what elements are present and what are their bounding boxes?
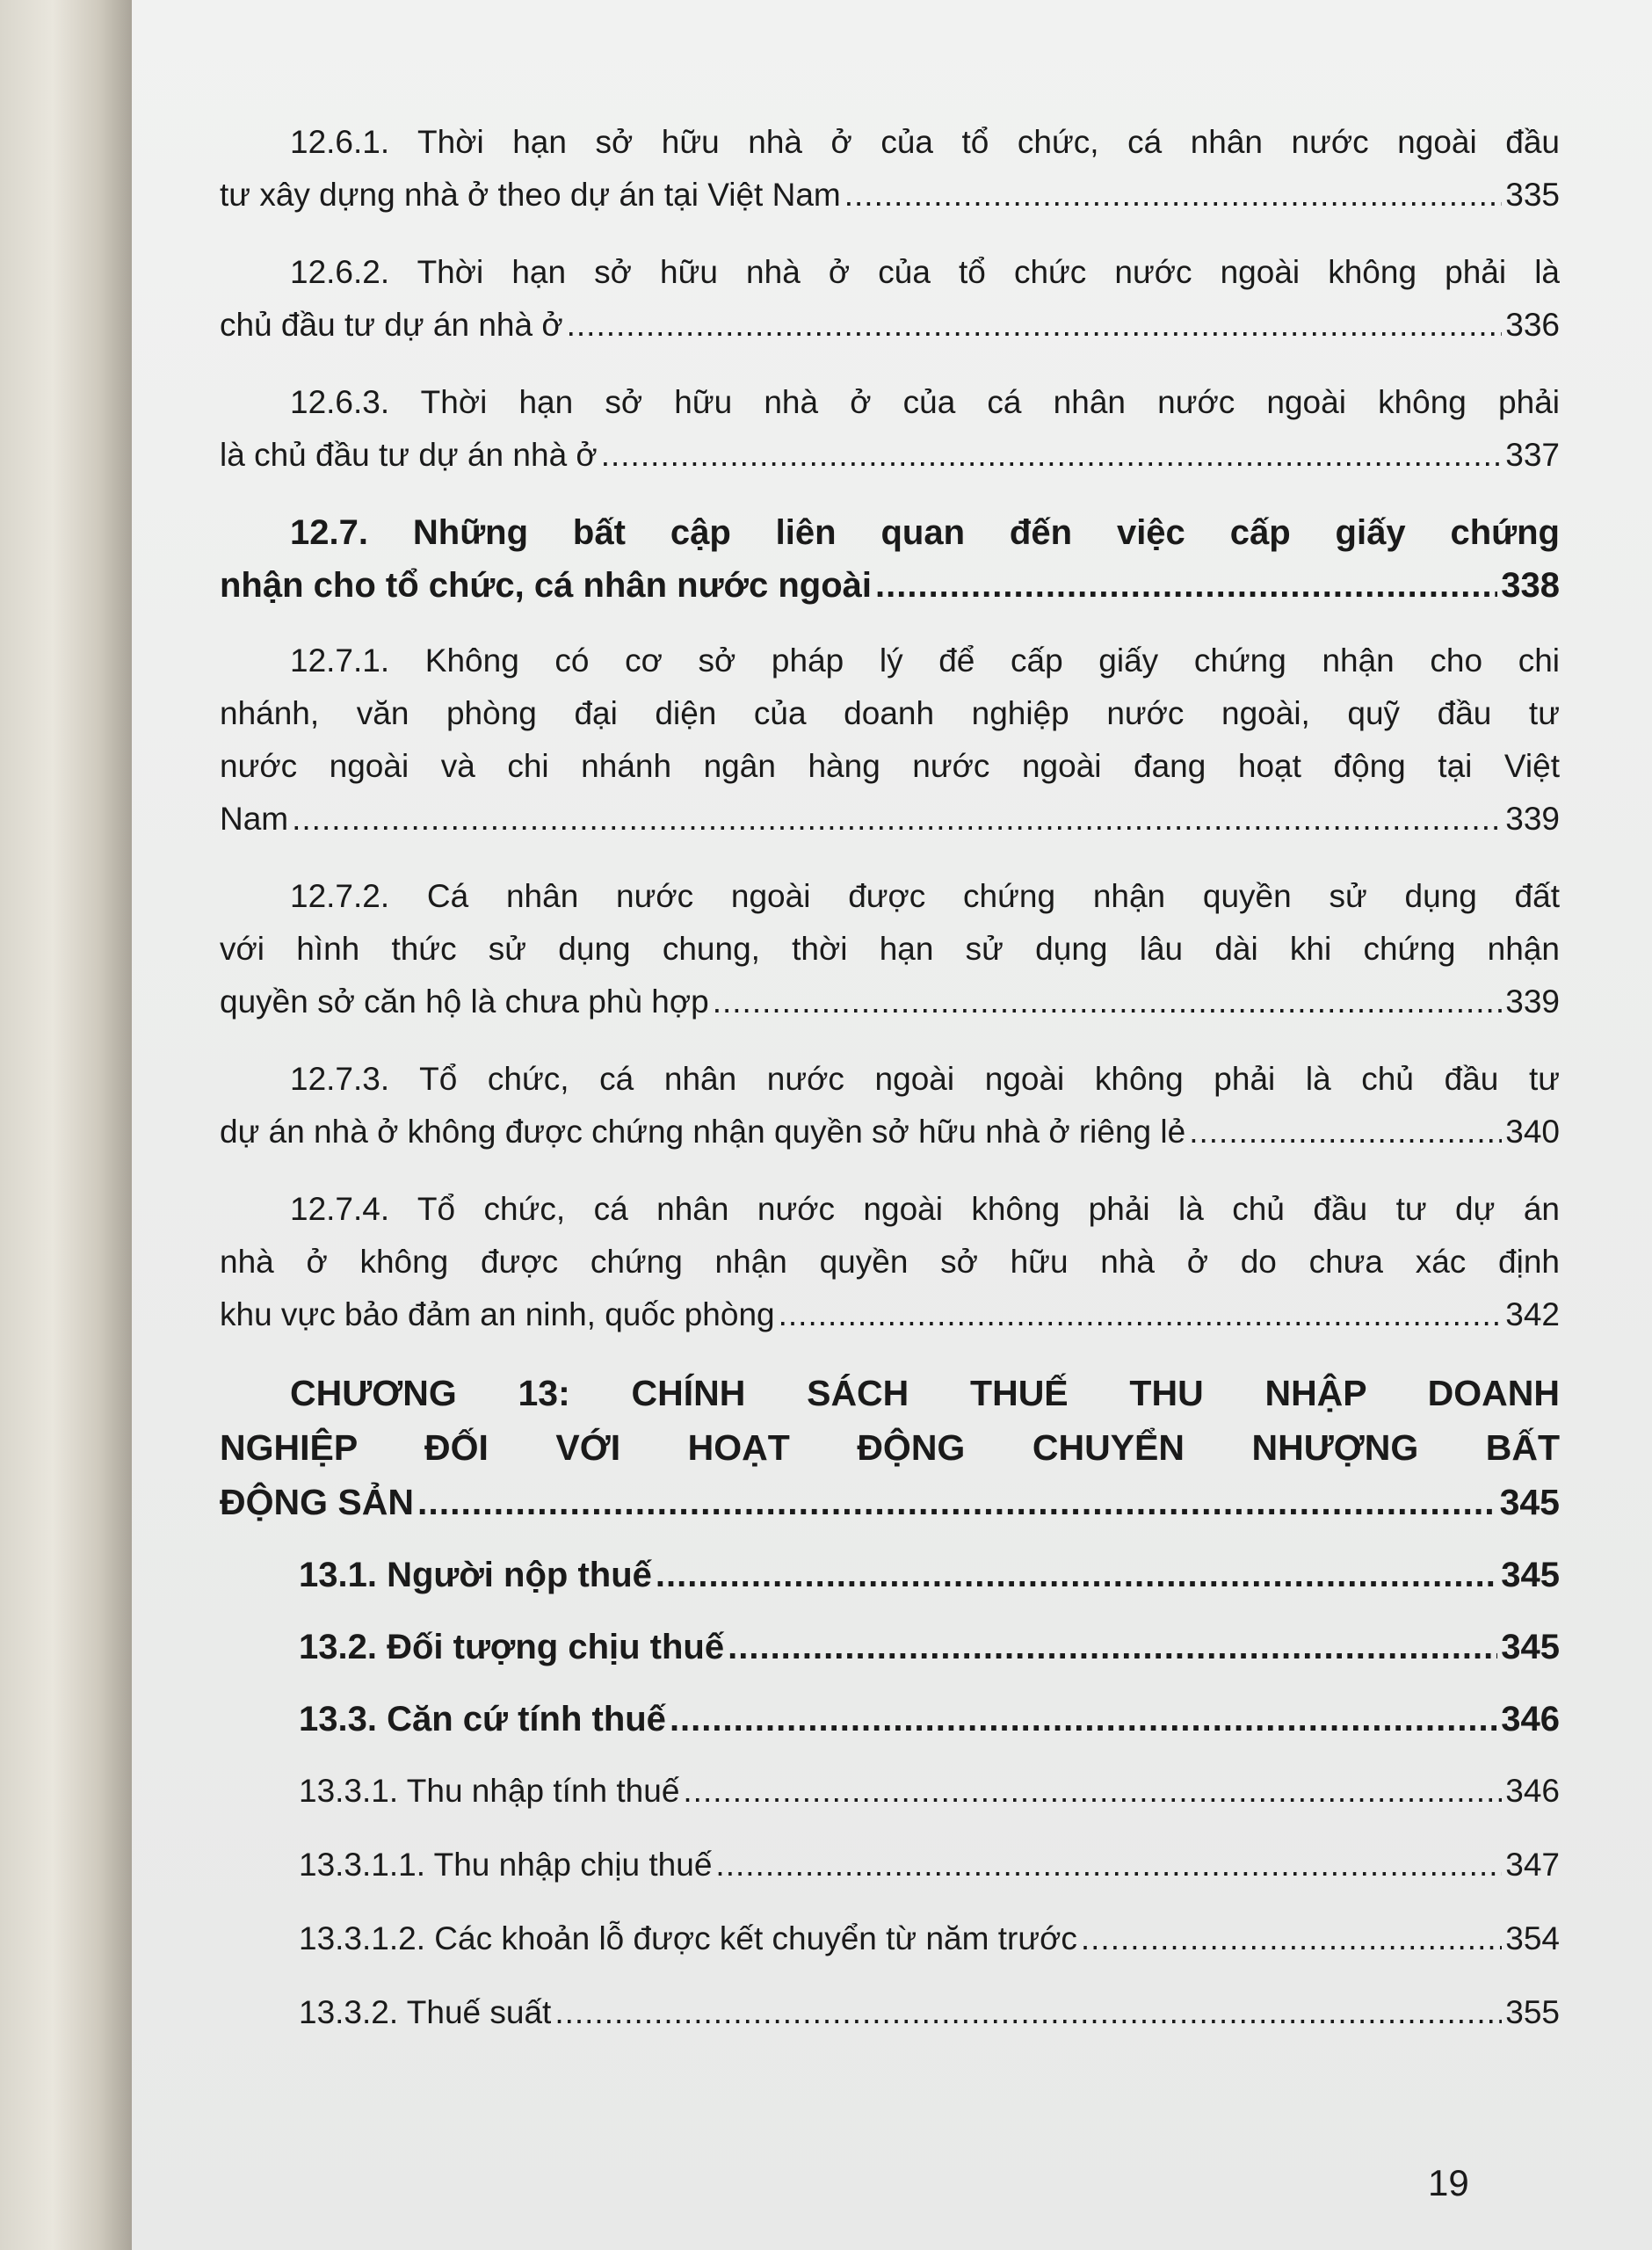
toc-page-number: 335 — [1505, 177, 1560, 213]
toc-entry — [220, 1549, 1560, 1601]
toc-entry — [220, 1053, 1560, 1158]
dot-leader — [601, 429, 1503, 482]
toc-entry-text-line: 12.6.1. Thời hạn sở hữu nhà ở của tổ chức, cá nhân nước ngoài đầu — [290, 124, 1560, 160]
toc-entry-title: 13.3. Căn cứ tính thuế — [299, 1700, 666, 1738]
toc-entry-last-line — [220, 1106, 1560, 1158]
toc-entry-last-line — [220, 1475, 1560, 1529]
toc-entry — [220, 116, 1560, 221]
toc-page-number: 342 — [1505, 1296, 1560, 1332]
toc-page-number: 339 — [1505, 983, 1560, 1020]
toc-entry — [220, 376, 1560, 482]
toc-entry-text-line: nhà ở không được chứng nhận quyền sở hữu nhà ở do chưa xác định — [220, 1244, 1560, 1280]
toc-page-number: 340 — [1505, 1114, 1560, 1150]
toc-entry-text-line: 12.7. Những bất cập liên quan đến việc cấp giấy chứng — [290, 513, 1560, 552]
dot-leader — [728, 1621, 1497, 1673]
toc-entry-text-line: 12.7.2. Cá nhân nước ngoài được chứng nhận quyền sử dụng đất — [290, 878, 1560, 914]
dot-leader — [417, 1475, 1496, 1529]
toc-page-number: 338 — [1501, 566, 1560, 605]
toc-entry-last-line — [220, 429, 1560, 482]
toc-entry-title: quyền sở căn hộ là chưa phù hợp — [220, 983, 709, 1020]
toc-entry-text-line: 12.7.4. Tổ chức, cá nhân nước ngoài không phải là chủ đầu tư dự án — [290, 1191, 1560, 1227]
toc-entry-text-line: 12.7.1. Không có cơ sở pháp lý để cấp giấy chứng nhận cho chi — [290, 642, 1560, 679]
toc-entry — [220, 1183, 1560, 1341]
toc-entry-last-line — [299, 1912, 1560, 1965]
toc-entry-last-line — [220, 976, 1560, 1028]
toc-entry-last-line — [299, 1693, 1560, 1746]
toc-entry-text-line: CHƯƠNG 13: CHÍNH SÁCH THUẾ THU NHẬP DOANH — [290, 1373, 1560, 1413]
dot-leader — [844, 169, 1503, 221]
toc-entry-text-line: 12.6.2. Thời hạn sở hữu nhà ở của tổ chức nước ngoài không phải là — [290, 254, 1560, 290]
toc-entry-last-line — [220, 559, 1560, 612]
dot-leader — [656, 1549, 1497, 1601]
toc-entry-last-line — [299, 1986, 1560, 2039]
toc-page-number: 355 — [1505, 1994, 1560, 2030]
toc-entry — [220, 635, 1560, 846]
toc-entry-title: Nam — [220, 801, 289, 837]
dot-leader — [554, 1986, 1502, 2039]
toc-page-number: 346 — [1501, 1700, 1560, 1738]
toc-entry-title: 13.3.1.2. Các khoản lỗ được kết chuyển từ năm trước — [299, 1920, 1077, 1956]
toc-entry-last-line — [220, 169, 1560, 221]
toc-entry — [220, 1912, 1560, 1965]
toc-entry — [220, 246, 1560, 352]
toc-entry-title: là chủ đầu tư dự án nhà ở — [220, 437, 598, 473]
toc-page-number: 345 — [1499, 1482, 1560, 1522]
toc-entry — [220, 1621, 1560, 1673]
toc-entry-title: ĐỘNG SẢN — [220, 1482, 414, 1522]
toc-entry-title: 13.2. Đối tượng chịu thuế — [299, 1628, 725, 1666]
toc-entry-title: dự án nhà ở không được chứng nhận quyền sở hữu nhà ở riêng lẻ — [220, 1114, 1186, 1150]
toc-entry — [220, 1693, 1560, 1746]
book-spine — [0, 0, 132, 2250]
dot-leader — [670, 1693, 1497, 1746]
toc-page-number: 345 — [1501, 1628, 1560, 1666]
toc-entry — [220, 506, 1560, 612]
toc-page-number: 346 — [1505, 1773, 1560, 1809]
toc-entry-last-line — [220, 1288, 1560, 1341]
toc-entry — [220, 870, 1560, 1028]
toc-page-number: 347 — [1505, 1847, 1560, 1883]
toc-entry-title: khu vực bảo đảm an ninh, quốc phòng — [220, 1296, 775, 1332]
toc-page-number: 336 — [1505, 307, 1560, 343]
toc-entry-text-line: nhánh, văn phòng đại diện của doanh nghiệp nước ngoài, quỹ đầu tư — [220, 695, 1560, 731]
toc-entry-text-line: nước ngoài và chi nhánh ngân hàng nước ngoài đang hoạt động tại Việt — [220, 748, 1560, 784]
toc-entry-text-line: 12.7.3. Tổ chức, cá nhân nước ngoài ngoài không phải là chủ đầu tư — [290, 1061, 1560, 1097]
dot-leader — [779, 1288, 1503, 1341]
toc-entry-text-line: NGHIỆP ĐỐI VỚI HOẠT ĐỘNG CHUYỂN NHƯỢNG BẤT — [220, 1427, 1560, 1468]
toc-entry — [220, 1765, 1560, 1818]
toc-entry-last-line — [220, 299, 1560, 352]
toc-entry — [220, 1986, 1560, 2039]
dot-leader — [292, 793, 1502, 846]
toc-entry-last-line — [299, 1839, 1560, 1891]
toc-page-number: 354 — [1505, 1920, 1560, 1956]
toc-entry-last-line — [299, 1549, 1560, 1601]
toc-entry — [220, 1839, 1560, 1891]
dot-leader — [1189, 1106, 1502, 1158]
toc-page-number: 337 — [1505, 437, 1560, 473]
toc-page-number: 345 — [1501, 1556, 1560, 1594]
toc-page-number: 339 — [1505, 801, 1560, 837]
toc-entry-text-line: 12.6.3. Thời hạn sở hữu nhà ở của cá nhân nước ngoài không phải — [290, 384, 1560, 420]
dot-leader — [713, 976, 1503, 1028]
toc-entry-title: 13.3.1. Thu nhập tính thuế — [299, 1773, 680, 1809]
table-of-contents — [220, 116, 1560, 2060]
toc-entry-text-line: với hình thức sử dụng chung, thời hạn sử dụng lâu dài khi chứng nhận — [220, 931, 1560, 967]
toc-entry-last-line — [220, 793, 1560, 846]
toc-entry-title: chủ đầu tư dự án nhà ở — [220, 307, 563, 343]
dot-leader — [875, 559, 1497, 612]
toc-entry-last-line — [299, 1765, 1560, 1818]
toc-entry-title: tư xây dựng nhà ở theo dự án tại Việt Nam — [220, 177, 841, 213]
toc-entry-title: 13.3.2. Thuế suất — [299, 1994, 552, 2030]
dot-leader — [1081, 1912, 1502, 1965]
dot-leader — [683, 1765, 1502, 1818]
toc-entry-title: nhận cho tổ chức, cá nhân nước ngoài — [220, 566, 872, 605]
page-number: 19 — [1428, 2162, 1469, 2203]
toc-entry-title: 13.1. Người nộp thuế — [299, 1556, 652, 1594]
dot-leader — [715, 1839, 1502, 1891]
dot-leader — [567, 299, 1503, 352]
toc-entry-title: 13.3.1.1. Thu nhập chịu thuế — [299, 1847, 713, 1883]
toc-entry-last-line — [299, 1621, 1560, 1673]
book-page — [132, 0, 1652, 2250]
toc-entry — [220, 1366, 1560, 1529]
